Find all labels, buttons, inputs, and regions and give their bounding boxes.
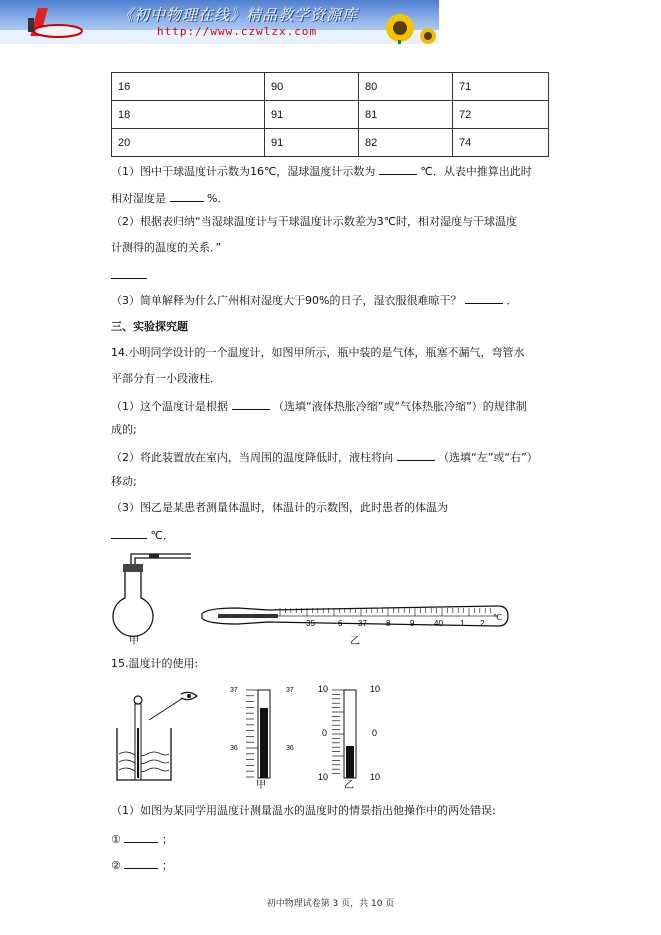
table-cell: 82 — [359, 129, 453, 157]
circled-number: ① — [111, 833, 121, 846]
table-row — [112, 73, 549, 101]
q14-p1-text-a: （1）这个温度计是根据 — [111, 400, 228, 413]
stopper-icon — [123, 564, 143, 572]
q13-part2-line2: 计测得的温度的关系．” — [111, 241, 222, 254]
separator: ； — [161, 859, 173, 872]
q15-error-1 — [111, 831, 173, 847]
q14-intro-line2: 平部分有一小段液柱． — [111, 372, 221, 385]
q15-title: 15.温度计的使用: — [111, 657, 199, 670]
thermo-unit: ℃ — [493, 613, 502, 622]
table-cell: 91 — [265, 129, 359, 157]
table-cell: 90 — [265, 73, 359, 101]
answer-blank[interactable] — [379, 163, 417, 175]
banner-url: http://www.czwlzx.com — [157, 25, 318, 38]
answer-blank[interactable] — [397, 449, 435, 461]
scale-label: 0 — [322, 728, 328, 738]
q14-p1-text-b: （选填“液体热胀冷缩”或“气体热胀冷缩”）的规律制 — [273, 400, 527, 413]
q13-part2-line1: （2）根据表归纳“当湿球温度计与干球温度计示数差为3℃时，相对湿度与干球温度 — [111, 215, 518, 228]
circled-number: ② — [111, 859, 121, 872]
mercury-column — [346, 746, 354, 778]
scale-label: 10 — [318, 684, 329, 694]
table-cell: 91 — [265, 101, 359, 129]
fig-label-yi: 乙 — [350, 636, 360, 647]
thermometer-jia — [228, 682, 300, 790]
scale-label: 36 — [286, 745, 294, 752]
q13-part1-line2 — [111, 190, 228, 206]
q13-p3-text: （3）简单解释为什么广州相对湿度大于90%的日子，湿衣服很难晾干？ — [111, 294, 462, 307]
q13-p1-text-a: （1）图中干球温度计示数为16℃，湿球温度计示数为 — [111, 165, 376, 178]
scale-label: 10 — [370, 772, 381, 782]
section-heading: 三、实验探究题 — [111, 320, 188, 333]
flask-figure — [111, 546, 201, 650]
q13-p1-text-c: 相对湿度是 — [111, 192, 166, 205]
scale-label: 10 — [370, 684, 381, 694]
header-banner — [0, 0, 439, 44]
thermo-label: 2 — [480, 619, 485, 628]
table-cell: 80 — [359, 73, 453, 101]
thermo-label: 6 — [338, 619, 343, 628]
q14-part1-line2: 成的; — [111, 423, 137, 436]
q14-part1-line1 — [111, 398, 527, 414]
q14-part2-line2: 移动; — [111, 475, 137, 488]
q13-p3-end: ． — [506, 294, 518, 307]
scale-label: 10 — [318, 772, 329, 782]
thermo-label: 9 — [410, 619, 415, 628]
thermo-scale-labels — [198, 598, 510, 648]
logo-icon — [28, 8, 82, 37]
thermo-label: 8 — [386, 619, 391, 628]
liquid-column — [149, 554, 159, 558]
thermo-label: 40 — [434, 619, 443, 628]
table-cell: 72 — [453, 101, 549, 129]
q13-p1-text-b: ℃．从表中推算出此时 — [420, 165, 532, 178]
table-cell: 18 — [112, 101, 265, 129]
beaker-figure — [111, 688, 201, 784]
answer-blank[interactable] — [124, 857, 158, 869]
scale-label: 37 — [286, 687, 294, 694]
q14-intro-line1: 14.小明同学设计的一个温度计，如图甲所示，瓶中装的是气体，瓶塞不漏气，弯管水 — [111, 346, 525, 359]
q14-part2-line1 — [111, 449, 538, 465]
q13-part1-line1 — [111, 163, 532, 179]
answer-blank[interactable] — [170, 190, 204, 202]
fig-label-yi: 乙 — [344, 780, 354, 790]
table-row — [112, 129, 549, 157]
answer-blank[interactable] — [111, 527, 147, 539]
answer-blank[interactable] — [232, 398, 270, 410]
banner-title: 《初中物理在线》精品教学资源库 — [118, 6, 359, 24]
thermo-label: 35 — [306, 619, 315, 628]
humidity-table — [111, 72, 549, 157]
separator: ； — [161, 833, 173, 846]
answer-blank[interactable] — [465, 292, 503, 304]
q14-p2-text-b: （选填“左”或“右”） — [438, 451, 538, 464]
q14-p2-text-a: （2）将此装置放在室内，当周围的温度降低时，液柱将向 — [111, 451, 393, 464]
thermometer-yi — [314, 682, 386, 790]
thermo-label: 37 — [358, 619, 367, 628]
table-cell: 71 — [453, 73, 549, 101]
mercury-column — [260, 708, 268, 778]
answer-blank[interactable] — [124, 831, 158, 843]
page-footer: 初中物理试卷第 3 页，共 10 页 — [266, 899, 395, 909]
fig-label-jia: 甲 — [256, 780, 266, 790]
q14-part3-line2 — [111, 527, 174, 543]
table-cell: 74 — [453, 129, 549, 157]
scale-label: 0 — [372, 728, 378, 738]
q13-part3 — [111, 292, 517, 308]
table-row — [112, 101, 549, 129]
q15-part1: （1）如图为某同学用温度计测量温水的温度时的情景指出他操作中的两处错误: — [111, 804, 496, 817]
scale-label: 37 — [230, 687, 238, 694]
thermo-label: 1 — [460, 619, 465, 628]
eye-icon — [181, 692, 197, 699]
q13-p1-text-d: %． — [207, 192, 229, 205]
table-cell: 81 — [359, 101, 453, 129]
answer-blank[interactable] — [111, 278, 147, 279]
scale-label: 36 — [230, 745, 238, 752]
table-cell: 20 — [112, 129, 265, 157]
table-cell: 16 — [112, 73, 265, 101]
fig-label-jia: 甲 — [129, 636, 139, 647]
q14-part3-line1: （3）图乙是某患者测量体温时，体温计的示数图，此时患者的体温为 — [111, 501, 448, 514]
q15-error-2 — [111, 857, 173, 873]
q14-p3-unit: ℃． — [150, 529, 174, 542]
